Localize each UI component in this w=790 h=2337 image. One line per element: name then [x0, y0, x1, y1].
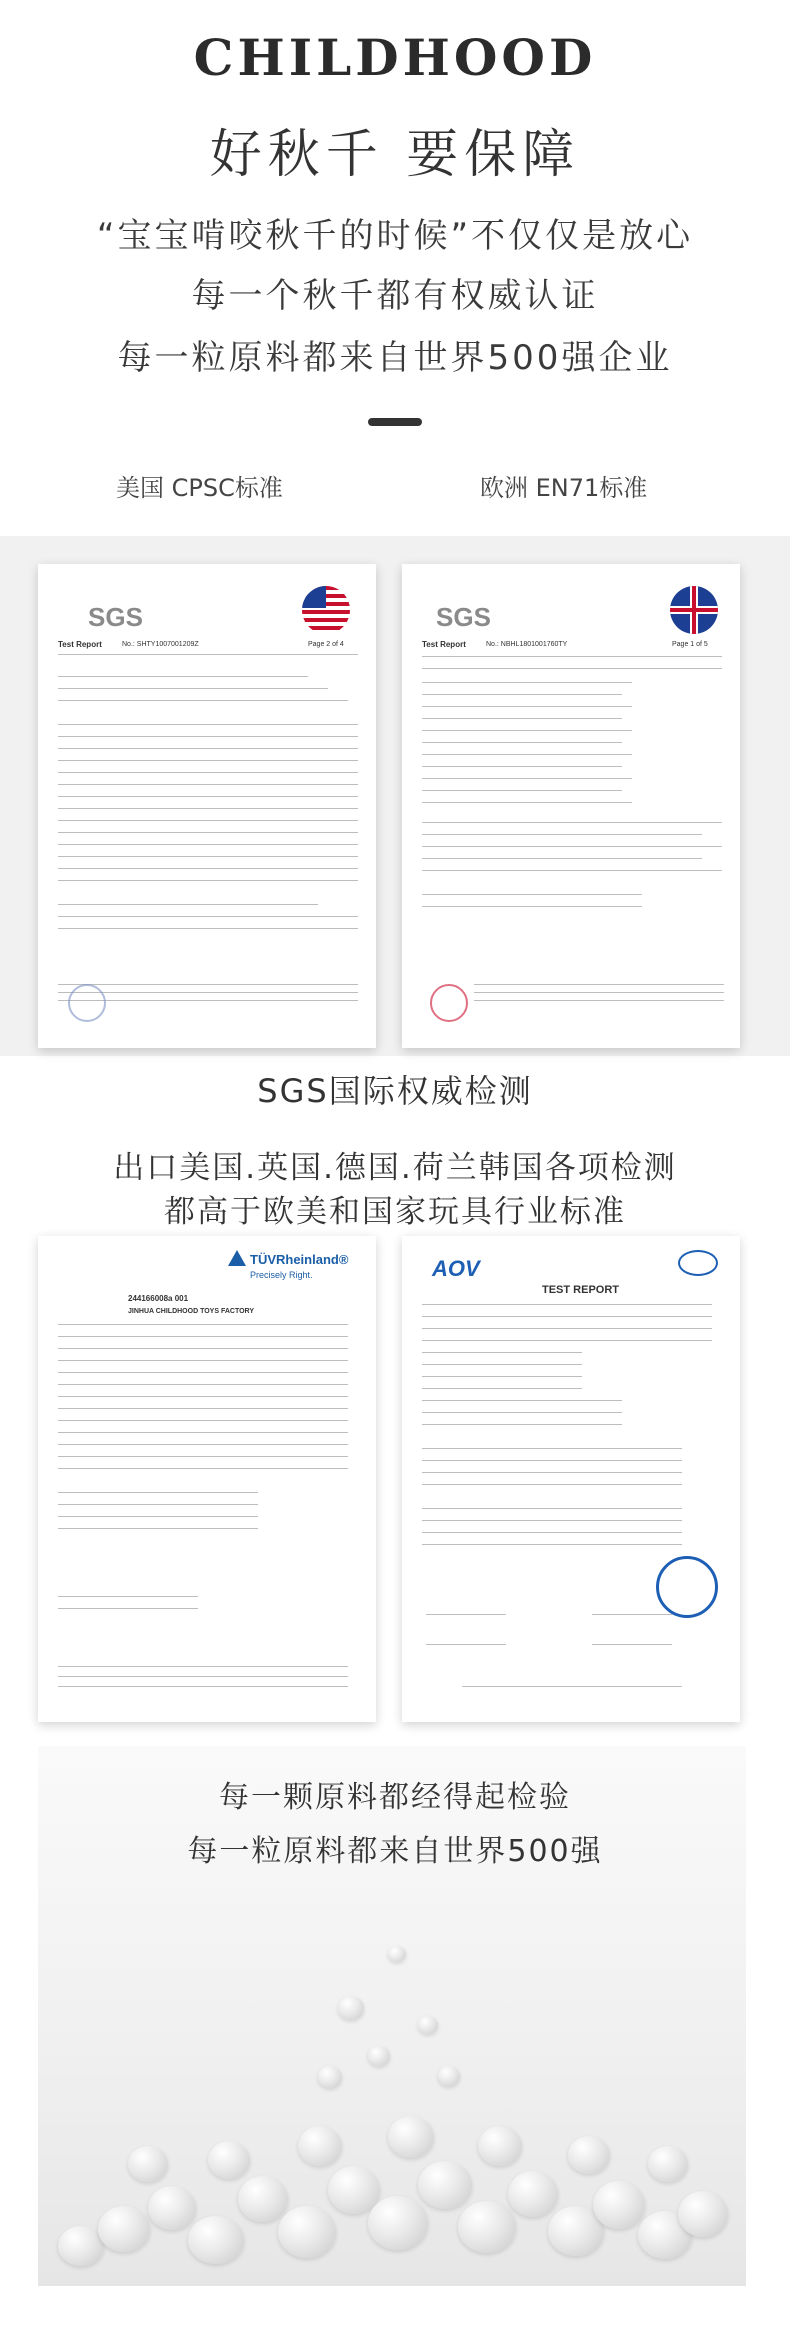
standard-us-label: 美国 CPSC标准: [116, 474, 283, 502]
report-page: Page 2 of 4: [308, 641, 344, 648]
intro-line-1: “宝宝啃咬秋千的时候”不仅仅是放心: [96, 216, 694, 256]
report-number: No.: NBHL1801001760TY: [486, 641, 568, 648]
slogan-title: 好秋千 要保障: [209, 125, 581, 185]
intro-line-3: 每一粒原料都来自世界500强企业: [117, 338, 673, 378]
tuv-triangle-icon: [228, 1250, 246, 1266]
export-test-line-1: 出口美国.英国.德国.荷兰韩国各项检测: [113, 1150, 677, 1186]
divider-bar: [368, 418, 422, 426]
tuv-certificate: [38, 1236, 376, 1722]
aov-logo: AOV: [432, 1256, 480, 1281]
client-name: JINHUA CHILDHOOD TOYS FACTORY: [128, 1308, 255, 1315]
report-number: No.: SHTY1007001209Z: [122, 641, 199, 648]
report-heading: TEST REPORT: [542, 1284, 620, 1296]
tuv-logo: TÜVRheinland®: [250, 1252, 349, 1267]
sgs-section-title: SGS国际权威检测: [257, 1072, 533, 1110]
report-heading: Test Report: [422, 640, 466, 649]
sgs-us-certificate: [38, 564, 376, 1048]
sgs-logo: SGS: [436, 602, 491, 632]
report-number: 244166008a 001: [128, 1294, 189, 1303]
stamp-icon: [68, 984, 106, 1022]
export-test-line-2: 都高于欧美和国家玩具行业标准: [164, 1194, 626, 1230]
intro-line-2: 每一个秋千都有权威认证: [191, 276, 599, 316]
sgs-uk-certificate: [402, 564, 740, 1048]
uk-flag-icon: [670, 586, 718, 634]
sgs-logo: SGS: [88, 602, 143, 632]
aov-seal-icon: [656, 1556, 718, 1618]
accreditation-badge-icon: [678, 1250, 718, 1276]
us-flag-icon: [302, 586, 350, 634]
raw-material-line-1: 每一颗原料都经得起检验: [219, 1780, 571, 1815]
standard-eu-label: 欧洲 EN71标准: [480, 474, 648, 502]
report-page: Page 1 of 5: [672, 641, 708, 648]
tuv-tagline: Precisely Right.: [250, 1270, 313, 1280]
raw-material-line-2: 每一粒原料都来自世界500强: [187, 1834, 603, 1869]
aov-certificate: [402, 1236, 740, 1722]
brand-name: CHILDHOOD: [193, 28, 597, 87]
report-heading: Test Report: [58, 640, 102, 649]
stamp-icon: [430, 984, 468, 1022]
